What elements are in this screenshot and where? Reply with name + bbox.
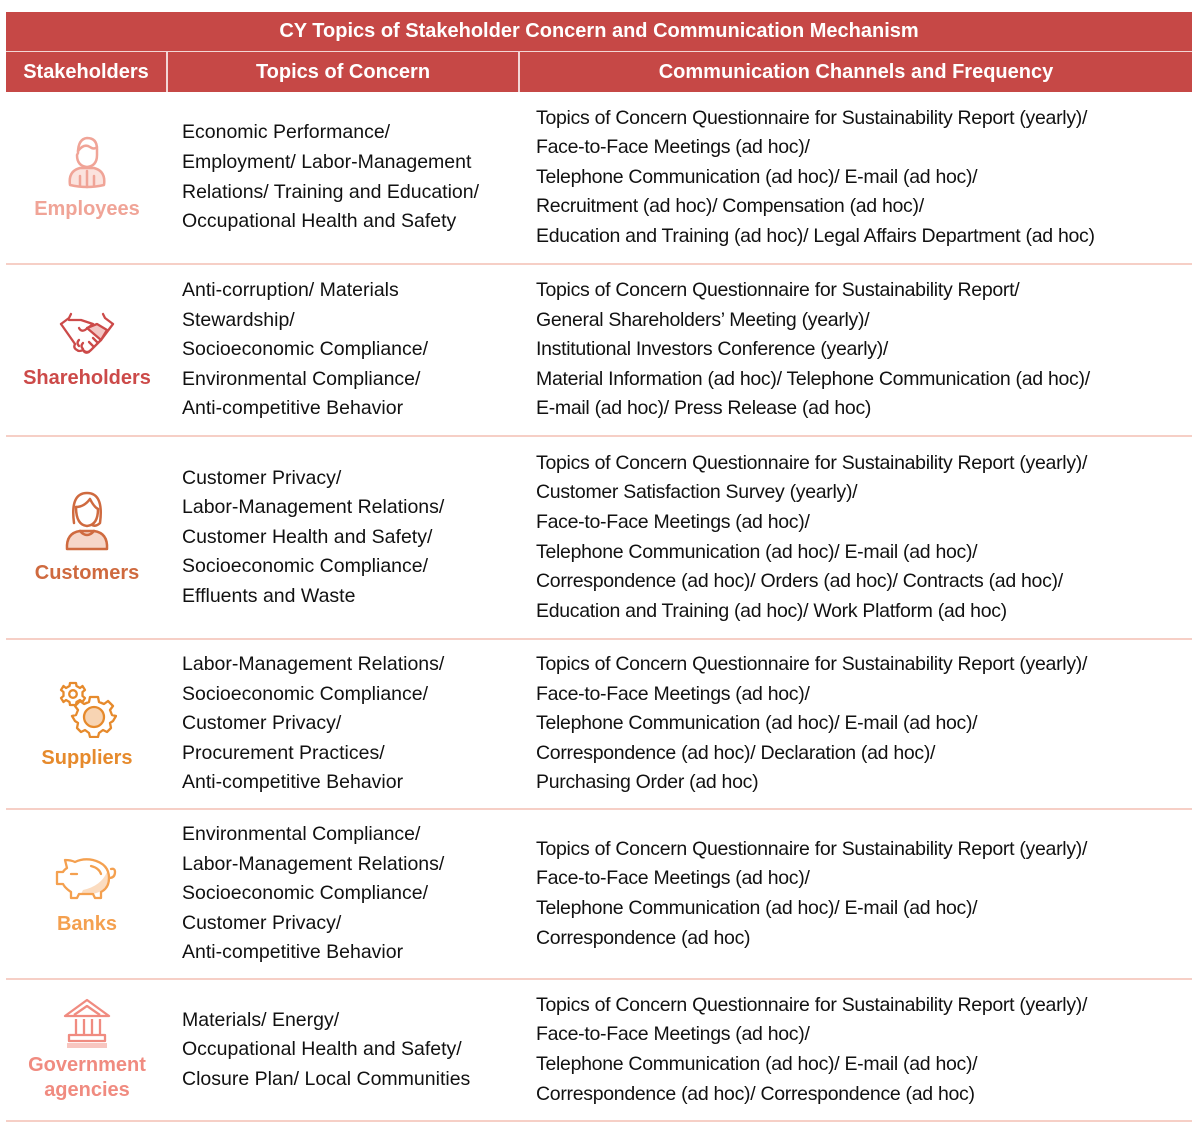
channel-line: Topics of Concern Questionnaire for Sustainability Report (yearly)/ [536,106,1088,129]
government-building-icon [62,997,112,1049]
topics-cell [168,265,520,435]
channels-cell [520,92,1192,263]
topic-line: Labor-Management Relations/ [182,653,445,676]
channel-line: Material Information (ad hoc)/ Telephone Communication (ad hoc)/ [536,367,1090,390]
channel-line: Face-to-Face Meetings (ad hoc)/ [536,1023,810,1046]
topic-line: Socioeconomic Compliance/ [182,338,429,361]
channel-line: Education and Training (ad hoc)/ Legal Affairs Department (ad hoc) [536,224,1095,247]
topic-line: Occupational Health and Safety [182,210,457,233]
channel-line: General Shareholders’ Meeting (yearly)/ [536,308,870,331]
topics-cell [168,980,520,1120]
channel-line: Telephone Communication (ad hoc)/ E-mail (ad hoc)/ [536,897,978,919]
topic-line: Anti-competitive Behavior [182,771,404,794]
channel-line: Face-to-Face Meetings (ad hoc)/ [536,136,810,159]
topic-line: Labor-Management Relations/ [182,852,445,875]
channel-line: Face-to-Face Meetings (ad hoc)/ [536,510,810,533]
channel-line: Correspondence (ad hoc)/ Orders (ad hoc)/ Contracts (ad hoc)/ [536,570,1063,593]
topic-line: Customer Privacy/ [182,466,342,489]
channels-cell [520,810,1192,978]
header-topics: Topics of Concern [168,52,520,92]
channel-line: Telephone Communication (ad hoc)/ E-mail (ad hoc)/ [536,1053,978,1075]
channel-line: Telephone Communication (ad hoc)/ E-mail (ad hoc)/ [536,540,978,563]
table-row-customers [6,437,1192,640]
table-row-suppliers [6,640,1192,810]
channels-cell [520,265,1192,435]
channel-line: Institutional Investors Conference (yearly)/ [536,338,889,361]
topic-line: Closure Plan/ Local Communities [182,1067,471,1090]
topic-line: Anti-competitive Behavior [182,397,404,420]
stakeholder-name: Employees [34,198,140,220]
channels-cell [520,640,1192,808]
header-channels: Communication Channels and Frequency [658,60,1054,83]
handshake-icon [57,310,117,358]
topic-line: Relations/ Training and Education/ [182,180,480,203]
stakeholder-name [28,1053,146,1103]
stakeholder-cell [6,437,168,638]
header-row [6,52,1192,92]
stakeholder-name-line: Government [28,1054,146,1076]
topic-line: Socioeconomic Compliance/ [182,882,429,905]
topic-line: Stewardship/ [182,308,295,331]
stakeholder-table [6,12,1192,1122]
table-row-government [6,980,1192,1122]
topics-cell [168,640,520,808]
topics-cell [168,810,520,978]
channel-line: Correspondence (ad hoc) [536,926,751,949]
topic-line: Employment/ Labor-Management [182,150,472,173]
topic-line: Economic Performance/ [182,121,391,144]
topic-line: Socioeconomic Compliance/ [182,555,429,578]
topic-line: Effluents and Waste [182,584,356,607]
channel-line: Purchasing Order (ad hoc) [536,771,759,794]
channel-line: Correspondence (ad hoc)/ Declaration (ad hoc)/ [536,741,936,764]
channel-line: Topics of Concern Questionnaire for Sustainability Report (yearly)/ [536,837,1088,860]
topic-line: Environmental Compliance/ [182,367,421,390]
employee-icon [60,133,114,189]
header-stakeholders: Stakeholders [6,52,168,92]
table-row-employees [6,92,1192,265]
table-title: CY Topics of Stakeholder Concern and Communication Mechanism [6,12,1192,52]
topic-line: Labor-Management Relations/ [182,496,445,519]
table-row-banks [6,810,1192,980]
channel-line: Face-to-Face Meetings (ad hoc)/ [536,682,810,705]
channels-cell [520,980,1192,1120]
channel-line: Topics of Concern Questionnaire for Sustainability Report/ [536,279,1020,302]
topics-cell [168,437,520,638]
stakeholder-name: Customers [34,562,140,584]
channel-line: Topics of Concern Questionnaire for Sustainability Report (yearly)/ [536,993,1088,1016]
topic-line: Procurement Practices/ [182,741,385,764]
stakeholder-cell [6,810,168,978]
stakeholder-cell [6,640,168,808]
stakeholder-name: Shareholders [23,366,151,389]
channel-line: Face-to-Face Meetings (ad hoc)/ [536,867,810,890]
channel-line: Education and Training (ad hoc)/ Work Platform (ad hoc) [536,599,1007,622]
stakeholder-name-line: agencies [44,1079,130,1101]
channel-line: E-mail (ad hoc)/ Press Release (ad hoc) [536,397,872,420]
channel-line: Topics of Concern Questionnaire for Sustainability Report (yearly)/ [536,451,1088,474]
topic-line: Customer Privacy/ [182,712,342,735]
channel-line: Customer Satisfaction Survey (yearly)/ [536,481,858,504]
channel-line: Correspondence (ad hoc)/ Correspondence (ad hoc) [536,1082,975,1105]
topic-line: Customer Privacy/ [182,911,342,934]
topic-line: Socioeconomic Compliance/ [182,682,429,705]
topic-line: Environmental Compliance/ [182,823,421,846]
gears-icon [57,678,117,738]
stakeholder-name: Suppliers [41,746,133,769]
channel-line: Telephone Communication (ad hoc)/ E-mail (ad hoc)/ [536,165,978,188]
topics-cell [168,92,520,263]
stakeholder-cell [6,980,168,1120]
topic-line: Customer Health and Safety/ [182,525,433,548]
channels-cell [520,437,1192,638]
stakeholder-name: Banks [56,912,118,935]
stakeholder-cell [6,265,168,435]
table-row-shareholders [6,265,1192,437]
topic-line: Occupational Health and Safety/ [182,1038,462,1061]
channel-line: Topics of Concern Questionnaire for Sustainability Report (yearly)/ [536,653,1088,676]
topic-line: Anti-competitive Behavior [182,941,404,964]
topic-line: Materials/ Energy/ [182,1008,340,1031]
channel-line: Recruitment (ad hoc)/ Compensation (ad hoc)/ [536,195,924,218]
piggy-bank-icon [53,852,121,904]
topic-line: Anti-corruption/ Materials [182,279,399,302]
customer-icon [62,489,112,553]
stakeholder-cell [6,92,168,263]
channel-line: Telephone Communication (ad hoc)/ E-mail (ad hoc)/ [536,712,978,735]
